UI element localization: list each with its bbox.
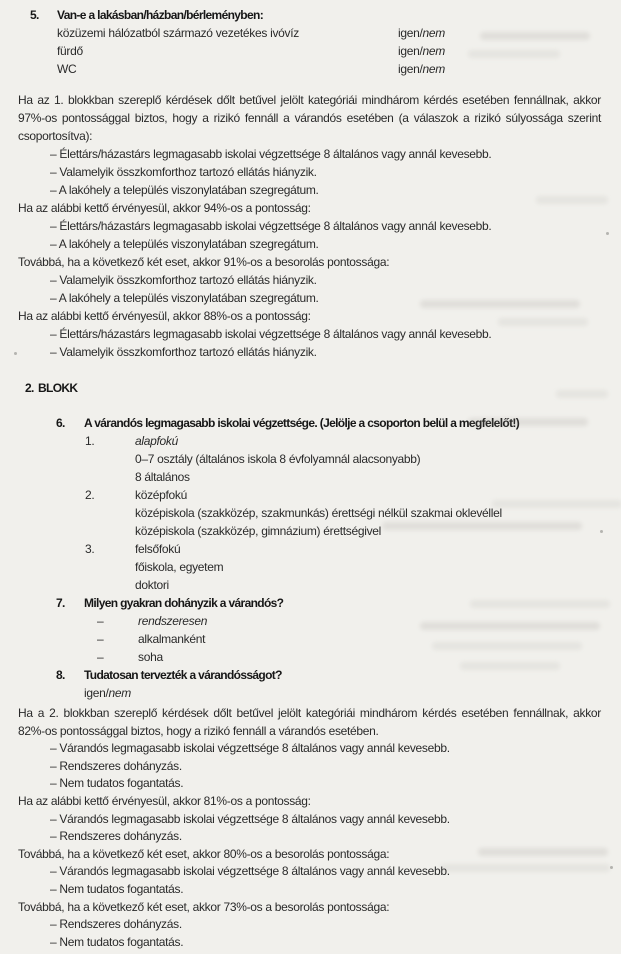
level-sub-option: 0–7 osztály (általános iskola 8 évfolyamnál alacsonyabb) (135, 452, 421, 466)
question-5-item-label: fürdő (57, 44, 83, 58)
answer-choice (84, 684, 601, 702)
question-5-number: 5. (30, 8, 39, 22)
rule-item: – A lakóhely a település viszonylatában szegregátum. (50, 183, 319, 197)
answer-no: nem (422, 26, 445, 40)
rule-intro: Továbbá, ha a következő két eset, akkor 80%-os a besorolás pontossága: (18, 846, 390, 861)
bleed-through-artifact (382, 522, 582, 530)
rule-item: – A lakóhely a település viszonylatában szegregátum. (50, 237, 319, 251)
question-5-item-label: közüzemi hálózatból származó vezetékes ivóvíz (57, 26, 299, 40)
level-sub-option: doktori (135, 578, 169, 592)
level-number: 1. (85, 434, 95, 448)
answer-yes: igen/ (398, 62, 423, 76)
level-sub-option: főiskola, egyetem (135, 560, 224, 574)
smoking-option-label: rendszeresen (138, 614, 208, 628)
question-8-number: 8. (56, 668, 65, 682)
rule-item: – Nem tudatos fogantatás. (50, 776, 184, 791)
level-sub-option: középiskola (szakközép, gimnázium) érettségivel (135, 524, 382, 538)
question-6-number: 6. (56, 416, 65, 430)
block2-heading-label: BLOKK (38, 381, 78, 395)
answer-no: nem (108, 686, 131, 700)
level-label: alapfokú (135, 434, 178, 448)
answer-yes: igen/ (84, 686, 109, 700)
rule-intro: Ha az alábbi kettő érvényesül, akkor 81%-os a pontosság: (18, 793, 311, 808)
rule-intro: Ha az 1. blokkban szereplő kérdések dőlt betűvel jelölt kategóriái mindhárom kérdés esetében fennállnak, akkor 97%-os pontossággal biztos, hogy a rizikó fennáll a várandós esetében (a válaszok a rizikó súlyossága szerint csoportosítva): (18, 93, 601, 143)
rule-intro: Ha a 2. blokkban szereplő kérdések dőlt betűvel jelölt kategóriái mindhárom kérdés esetében fennállnak, akkor 82%-os pontossággal biztos, hogy a rizikó fennáll a várandós esetében. (18, 706, 601, 738)
answer-choice (398, 42, 445, 60)
rule-item: – Valamelyik összkomforthoz tartozó ellátás hiányzik. (50, 165, 317, 179)
rule-item: – Valamelyik összkomforthoz tartozó ellátás hiányzik. (50, 345, 317, 359)
question-6-title: A várandós legmagasabb iskolai végzettsége. (Jelölje a csoporton belül a megfelelőt!) (84, 416, 520, 430)
scan-speck (606, 232, 609, 235)
level-number: 2. (85, 488, 95, 502)
bleed-through-artifact (478, 848, 608, 856)
block2-heading-number: 2. (25, 381, 34, 395)
rule-item: – Nem tudatos fogantatás. (50, 881, 184, 896)
bleed-through-artifact (492, 500, 621, 508)
level-label: felsőfokú (135, 542, 181, 556)
rule-intro: Ha az alábbi kettő érvényesül, akkor 88%-os a pontosság: (18, 309, 311, 323)
rule-item: – Várandós legmagasabb iskolai végzettsége 8 általános vagy annál kevesebb. (50, 864, 450, 879)
rule-item: – Élettárs/házastárs legmagasabb iskolai végzettsége 8 általános vagy annál kevesebb. (50, 327, 492, 341)
bleed-through-artifact (468, 418, 588, 426)
bleed-through-artifact (460, 662, 560, 670)
bleed-through-artifact (468, 50, 560, 58)
question-8-title: Tudatosan tervezték a várandósságot? (84, 668, 282, 682)
smoking-option-label: alkalmanként (138, 632, 206, 646)
dash-bullet: – (97, 614, 104, 628)
scan-speck (14, 352, 17, 355)
question-7-title: Milyen gyakran dohányzik a várandós? (84, 596, 284, 610)
dash-bullet: – (97, 650, 104, 664)
bleed-through-artifact (420, 622, 600, 630)
question-5-title: Van-e a lakásban/házban/bérleményben: (57, 8, 264, 22)
answer-yes: igen/ (398, 44, 423, 58)
bleed-through-artifact (432, 642, 582, 650)
rule-intro: Továbbá, ha a következő két eset, akkor 91%-os a besorolás pontossága: (18, 255, 390, 269)
rule-item: – A lakóhely a település viszonylatában szegregátum. (50, 291, 319, 305)
answer-no: nem (422, 62, 445, 76)
scan-speck (600, 530, 603, 533)
rule-item: – Valamelyik összkomforthoz tartozó ellátás hiányzik. (50, 273, 317, 287)
bleed-through-artifact (536, 196, 608, 204)
block2-heading (18, 379, 601, 397)
rule-item: – Rendszeres dohányzás. (50, 917, 182, 932)
education-level (18, 432, 601, 450)
rule-item: – Rendszeres dohányzás. (50, 829, 182, 844)
scan-speck (610, 866, 613, 869)
block2-rules (18, 705, 601, 951)
rule-item: – Élettárs/házastárs legmagasabb iskolai végzettsége 8 általános vagy annál kevesebb. (50, 219, 492, 233)
bleed-through-artifact (440, 864, 610, 872)
question-8 (18, 666, 601, 702)
question-5-item-label: WC (57, 62, 77, 76)
rule-item: – Nem tudatos fogantatás. (50, 934, 184, 949)
bleed-through-artifact (480, 32, 590, 40)
bleed-through-artifact (420, 300, 580, 308)
level-number: 3. (85, 542, 95, 556)
answer-choice (398, 24, 445, 42)
rule-intro: Ha az alábbi kettő érvényesül, akkor 94%-os a pontosság: (18, 201, 311, 215)
rule-item: – Élettárs/házastárs legmagasabb iskolai végzettsége 8 általános vagy annál kevesebb. (50, 147, 492, 161)
rule-intro: Továbbá, ha a következő két eset, akkor 73%-os a besorolás pontossága: (18, 899, 390, 914)
question-5-title-row (18, 6, 601, 24)
level-label: középfokú (135, 488, 188, 502)
bleed-through-artifact (470, 600, 610, 608)
question-5 (18, 6, 601, 78)
smoking-option-label: soha (138, 650, 163, 664)
question-7-number: 7. (56, 596, 65, 610)
answer-yes: igen/ (398, 26, 423, 40)
education-level (18, 540, 601, 558)
rule-item: – Várandós legmagasabb iskolai végzettsége 8 általános vagy annál kevesebb. (50, 811, 450, 826)
dash-bullet: – (97, 632, 104, 646)
rule-item: – Várandós legmagasabb iskolai végzettsége 8 általános vagy annál kevesebb. (50, 741, 450, 756)
answer-no: nem (422, 44, 445, 58)
level-sub-option: 8 általános (135, 470, 190, 484)
rule-item: – Rendszeres dohányzás. (50, 758, 182, 773)
answer-choice (398, 60, 445, 78)
bleed-through-artifact (556, 390, 608, 398)
level-sub-option: középiskola (szakközép, szakmunkás) érettségi nélkül szakmai oklevéllel (135, 506, 502, 520)
bleed-through-artifact (498, 318, 588, 326)
question-5-item (18, 60, 601, 78)
